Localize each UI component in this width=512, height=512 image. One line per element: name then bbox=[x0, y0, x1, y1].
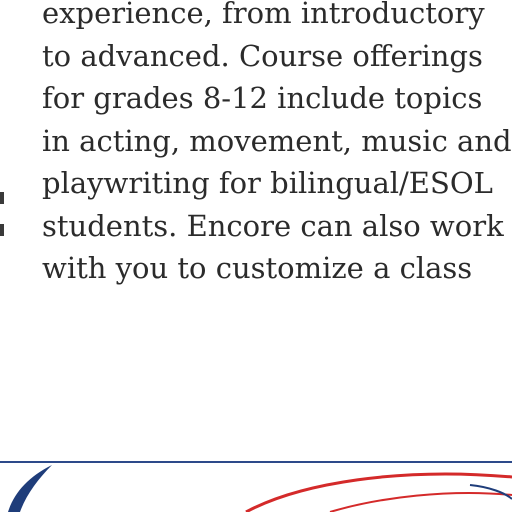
cropped-character bbox=[0, 192, 4, 204]
paragraph-line: for grades 8-12 include topics bbox=[42, 81, 483, 115]
paragraph-line: to advanced. Course offerings bbox=[42, 38, 483, 73]
paragraph-line: students. Encore can also work bbox=[42, 208, 504, 243]
navy-arc bbox=[470, 485, 512, 499]
paragraph-line: playwriting for bilingual/ESOL bbox=[42, 166, 493, 200]
body-paragraph bbox=[42, 0, 512, 290]
cropped-character bbox=[0, 224, 4, 236]
red-arc-inner bbox=[330, 493, 512, 512]
navy-swoosh bbox=[8, 465, 52, 512]
adjacent-column-edge bbox=[0, 0, 10, 512]
paragraph-line: with you to customize a class bbox=[42, 251, 473, 285]
paragraph-line: experience, from introductory bbox=[42, 0, 485, 30]
logo-swoosh-graphic bbox=[0, 463, 512, 512]
paragraph-line: in acting, movement, music and bbox=[42, 123, 512, 158]
